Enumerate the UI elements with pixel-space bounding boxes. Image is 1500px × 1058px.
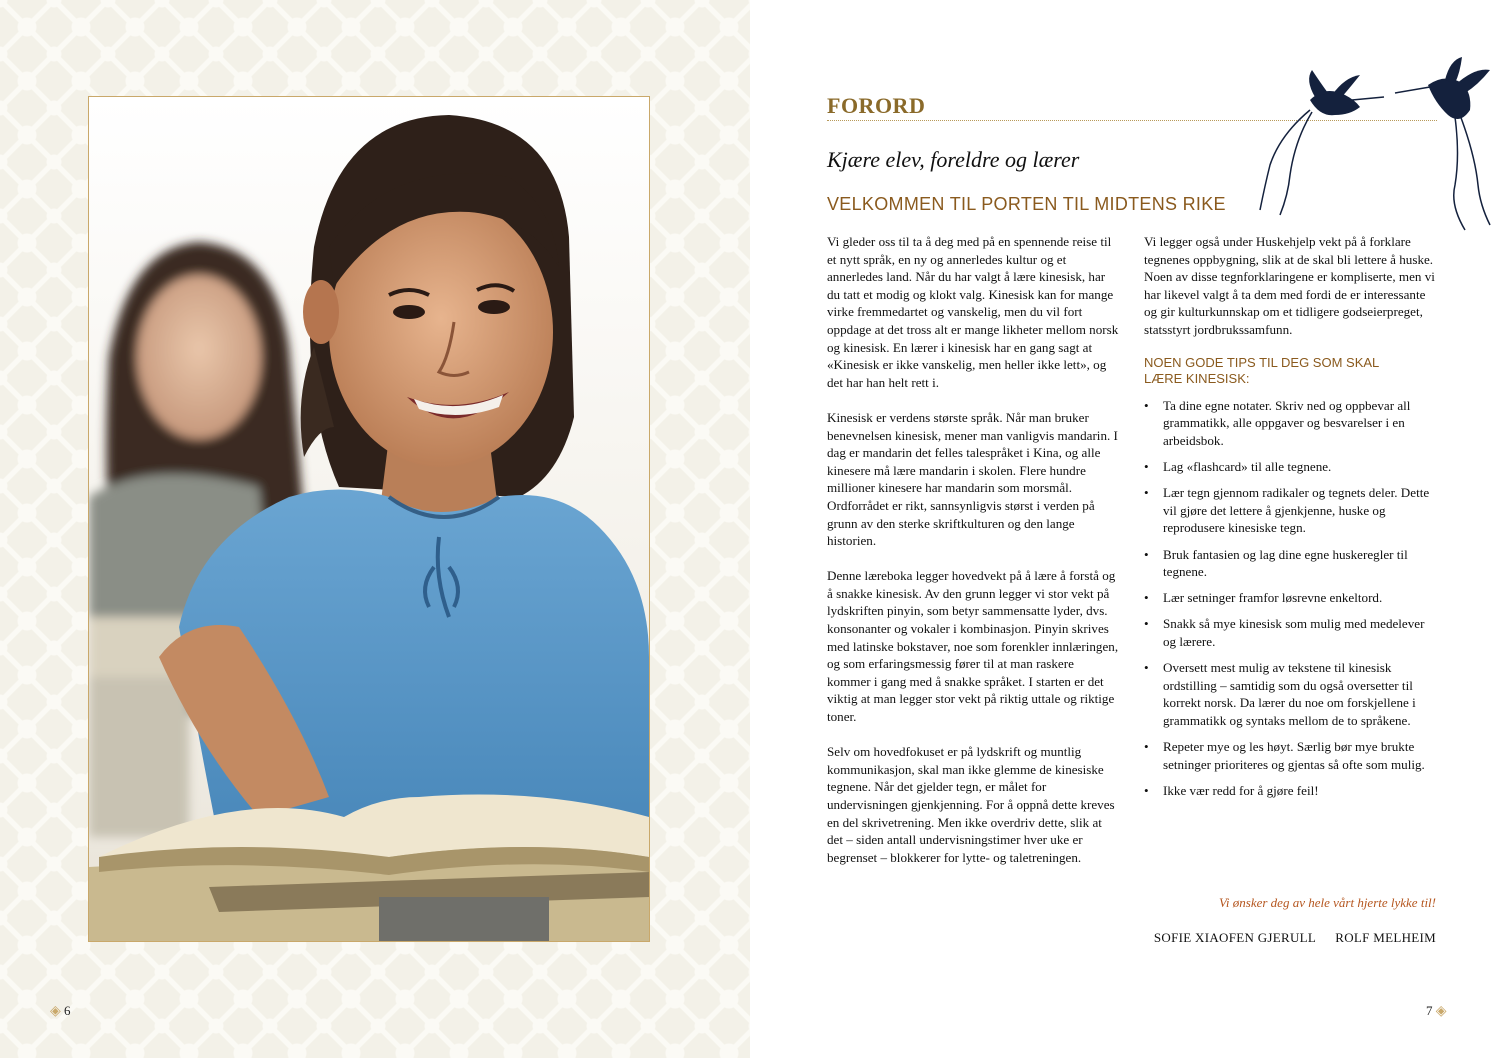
welcome-heading: VELKOMMEN TIL PORTEN TIL MIDTENS RIKE	[827, 194, 1226, 214]
list-item: • Repeter mye og les høyt. Særlig bør mye brukte setninger prioriteres og gjentas så ofte som mulig.	[1163, 738, 1436, 773]
paragraph: Kinesisk er verdens største språk. Når man bruker benevnelsen kinesisk, mener man vanligvis mandarin. I dag er mandarin det felles talespråket i Kina, og alle kinesere må lære mandarin i skolen. Flere hundre millioner kinesere har mandarin som morsmål. Ordforrådet er rikt, sannsynligvis størst i verden på grunn av den sterke skriftkulturen og den lange historien.	[827, 409, 1118, 549]
author-name: ROLF MELHEIM	[1335, 930, 1436, 945]
classroom-photo	[89, 97, 649, 941]
paragraph: Vi gleder oss til ta å deg med på en spennende reise til et nytt språk, en ny og annerledes kultur og et annerledes land. Når du har valgt å lære kinesisk, har du tatt et modig og klokt valg. Kinesisk kan for mange virke fremmedartet og vanskelig, men du vil fort oppdage at det tross alt er mange likheter mellom norsk og kinesisk. En lærer i kinesisk har en gang sagt at «Kinesisk er ikke vanskelig, men heller ikke lett», og det har han helt rett i.	[827, 234, 1119, 390]
page-number-text: 7	[1426, 1003, 1433, 1018]
list-item: • Oversett mest mulig av tekstene til kinesisk ordstilling – samtidig som du også oversetter til korrekt norsk. Da lærer du noe om forskjellene i grammatikk og syntaks mellom de to språkene.	[1163, 659, 1436, 729]
list-item: • Ta dine egne notater. Skriv ned og oppbevar all grammatikk, alle oppgaver og besvarelser i en arbeidsbok.	[1163, 397, 1436, 450]
right-page	[750, 0, 1500, 1058]
author-name: SOFIE XIAOFEN GJERULL	[1153, 930, 1316, 945]
page-number-left	[50, 1003, 71, 1020]
text-column-1	[827, 233, 1119, 884]
paragraph: Selv om hovedfokuset er på lydskrift og muntlig kommunikasjon, skal man ikke glemme de kinesiske tegnene. Når det gjelder tegn, er målet for undervisningen gjenkjenning. For å oppnå dette kreves en del skrivetrening. Men ikke overdriv dette, slik at det – siden antall undervisningstimer hver uke er begrenset – blokkerer for lytte- og taletreningen.	[827, 744, 1115, 865]
paragraph: Vi legger også under Huskehjelp vekt på å forklare tegnenes oppbygning, slik at de skal bli lettere å huske. Noen av disse tegnforklaringene er kompliserte, men vi har likevel valgt å ta dem med fordi de er interessante og gir kulturkunnskap om et tidligere godseierpreget, statsstyrt jordbrukssamfunn.	[1144, 234, 1435, 337]
tips-heading: NOEN GODE TIPS TIL DEG SOM SKAL LÆRE KINESISK:	[1144, 354, 1380, 386]
text-column-2	[1144, 233, 1436, 808]
list-item: • Lær setninger framfor løsrevne enkeltord.	[1163, 589, 1436, 607]
paragraph: Denne læreboka legger hovedvekt på å lære å forstå og å snakke kinesisk. Av den grunn legger vi stor vekt på lydskriften pinyin, som betyr sammensatte lyder, dvs. konsonanter og vokaler i kombinasjon. Pinyin skrives med latinske bokstaver, noe som forenkler innlæringen, og som erfaringsmessig fører til at man raskere kommer i gang med å snakke språket. I starten er det viktig at man legger stor vekt på riktig uttale og riktige toner.	[827, 568, 1119, 725]
tips-list	[1144, 397, 1436, 800]
closing-wish: Vi ønsker deg av hele vårt hjerte lykke til!	[1218, 895, 1436, 910]
diamond-ornament-icon: ◈	[50, 1004, 61, 1019]
page-number-right	[1426, 1003, 1447, 1020]
list-item: • Lag «flashcard» til alle tegnene.	[1163, 458, 1436, 476]
diamond-ornament-icon: ◈	[1435, 1004, 1447, 1019]
list-item: • Snakk så mye kinesisk som mulig med medelever og lærere.	[1163, 615, 1436, 650]
hummingbirds-icon	[1250, 55, 1500, 235]
list-item: • Ikke vær redd for å gjøre feil!	[1163, 782, 1436, 800]
list-item: • Lær tegn gjennom radikaler og tegnets deler. Dette vil gjøre det lettere å gjenkjenne, huske og reprodusere kinesiske tegn.	[1163, 484, 1436, 537]
section-title: FORORD	[827, 93, 926, 118]
photo-frame	[88, 96, 650, 942]
list-item: • Bruk fantasien og lag dine egne huskeregler til tegnene.	[1163, 546, 1436, 581]
authors	[1154, 930, 1436, 946]
salutation: Kjære elev, foreldre og lærer	[827, 147, 1080, 172]
page-number-text: 6	[64, 1003, 71, 1018]
